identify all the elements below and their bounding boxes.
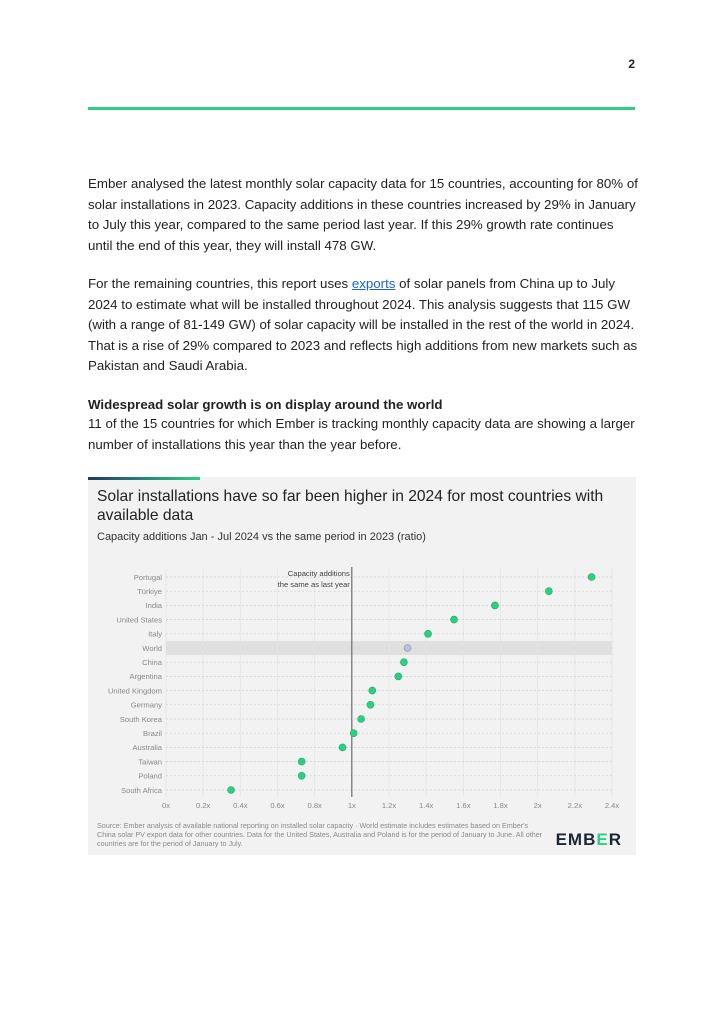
section-paragraph: 11 of the 15 countries for which Ember is tracking monthly capacity data are showing a larger number of installations this year than the year before. <box>88 416 635 452</box>
x-tick-label: 0.8x <box>307 801 322 810</box>
logo-text-left: EMB <box>555 830 597 849</box>
category-label: United States <box>116 615 162 625</box>
category-label: Argentina <box>129 672 162 682</box>
category-label: Portugal <box>133 572 162 582</box>
data-point <box>491 602 498 609</box>
data-point <box>395 673 402 680</box>
x-tick-label: 1x <box>347 801 356 810</box>
x-tick-label: 0.6x <box>270 801 285 810</box>
category-label: South Africa <box>121 785 162 795</box>
chart-title: Solar installations have so far been higher in 2024 for most countries with available data <box>97 488 604 524</box>
category-label: China <box>142 658 162 667</box>
data-point <box>425 630 432 637</box>
category-label: Türkiye <box>137 587 162 596</box>
section-heading: Widespread solar growth is on display around the world <box>88 397 443 412</box>
data-point <box>400 659 407 666</box>
category-label: Germany <box>130 700 162 710</box>
logo-text-accent: E <box>596 830 609 849</box>
data-point <box>367 701 374 708</box>
data-point <box>339 744 346 751</box>
category-label: World <box>142 643 162 653</box>
reference-line-label: the same as last year <box>277 580 350 589</box>
data-point <box>451 616 458 623</box>
intro-paragraph: Ember analysed the latest monthly solar capacity data for 15 countries, accounting for 80% of solar installations in 2023. Capacity additions in these countries increased by 29% in January to July this year, compared to the same period last year. If this 29% growth rate continues until the end of this year, they will install 478 GW. <box>88 176 638 253</box>
exports-link[interactable]: exports <box>351 276 396 291</box>
chart-subtitle: Capacity additions Jan - Jul 2024 vs the same period in 2023 (ratio) <box>97 531 426 543</box>
data-point <box>298 772 305 779</box>
x-tick-label: 2x <box>533 801 542 810</box>
x-tick-label: 2.2x <box>567 801 583 810</box>
logo-text-right: R <box>608 830 622 849</box>
category-label: Italy <box>148 629 162 639</box>
data-point <box>350 730 357 737</box>
x-tick-label: 1.2x <box>381 801 397 810</box>
page-number: 2 <box>628 57 635 71</box>
header-divider <box>88 107 635 110</box>
category-label: Poland <box>138 771 162 781</box>
data-point <box>545 588 552 595</box>
chart-source-note: Source: Ember analysis of available national reporting on installed solar capacity · World estimate includes estimates based on Ember's China solar PV export data for other countries. Data for the United States, Australia and Poland is for the period of January to June. All other countries are for the period of January to July. <box>97 821 543 848</box>
x-tick-label: 1.8x <box>493 801 508 810</box>
ember-logo <box>556 830 622 850</box>
data-point <box>228 787 235 794</box>
reference-line-label: Capacity additions <box>287 569 350 578</box>
exports-paragraph <box>88 274 638 377</box>
exports-paragraph-end: of solar panels from China up to July 2024 to estimate what will be installed throughout 2024. This analysis suggests that 115 GW (with a range of 81-149 GW) of solar capacity will be installed in the rest of the world in 2024. That is a rise of 29% compared to 2023 and reflects high additions from new markets such as Pakistan and Saudi Arabia. <box>88 276 638 373</box>
category-label: Australia <box>132 743 162 753</box>
x-tick-label: 1.6x <box>456 801 471 810</box>
category-label: United Kingdom <box>107 686 162 696</box>
x-tick-label: 0.2x <box>195 801 211 810</box>
data-point <box>358 716 365 723</box>
x-tick-label: 1.4x <box>418 801 434 810</box>
x-tick-label: 0.4x <box>233 801 248 810</box>
x-tick-label: 0x <box>161 801 171 810</box>
data-point <box>298 758 305 765</box>
data-point <box>404 645 411 652</box>
category-label: Taiwan <box>138 757 162 767</box>
category-label: South Korea <box>119 714 162 724</box>
x-tick-label: 2.4x <box>604 801 620 810</box>
chart-figure <box>88 477 636 855</box>
data-point <box>588 574 595 581</box>
exports-paragraph-start: For the remaining countries, this report uses <box>88 276 352 291</box>
category-label: India <box>145 601 162 611</box>
category-label: Brazil <box>143 729 162 738</box>
data-point <box>369 687 376 694</box>
dot-plot <box>88 477 636 855</box>
